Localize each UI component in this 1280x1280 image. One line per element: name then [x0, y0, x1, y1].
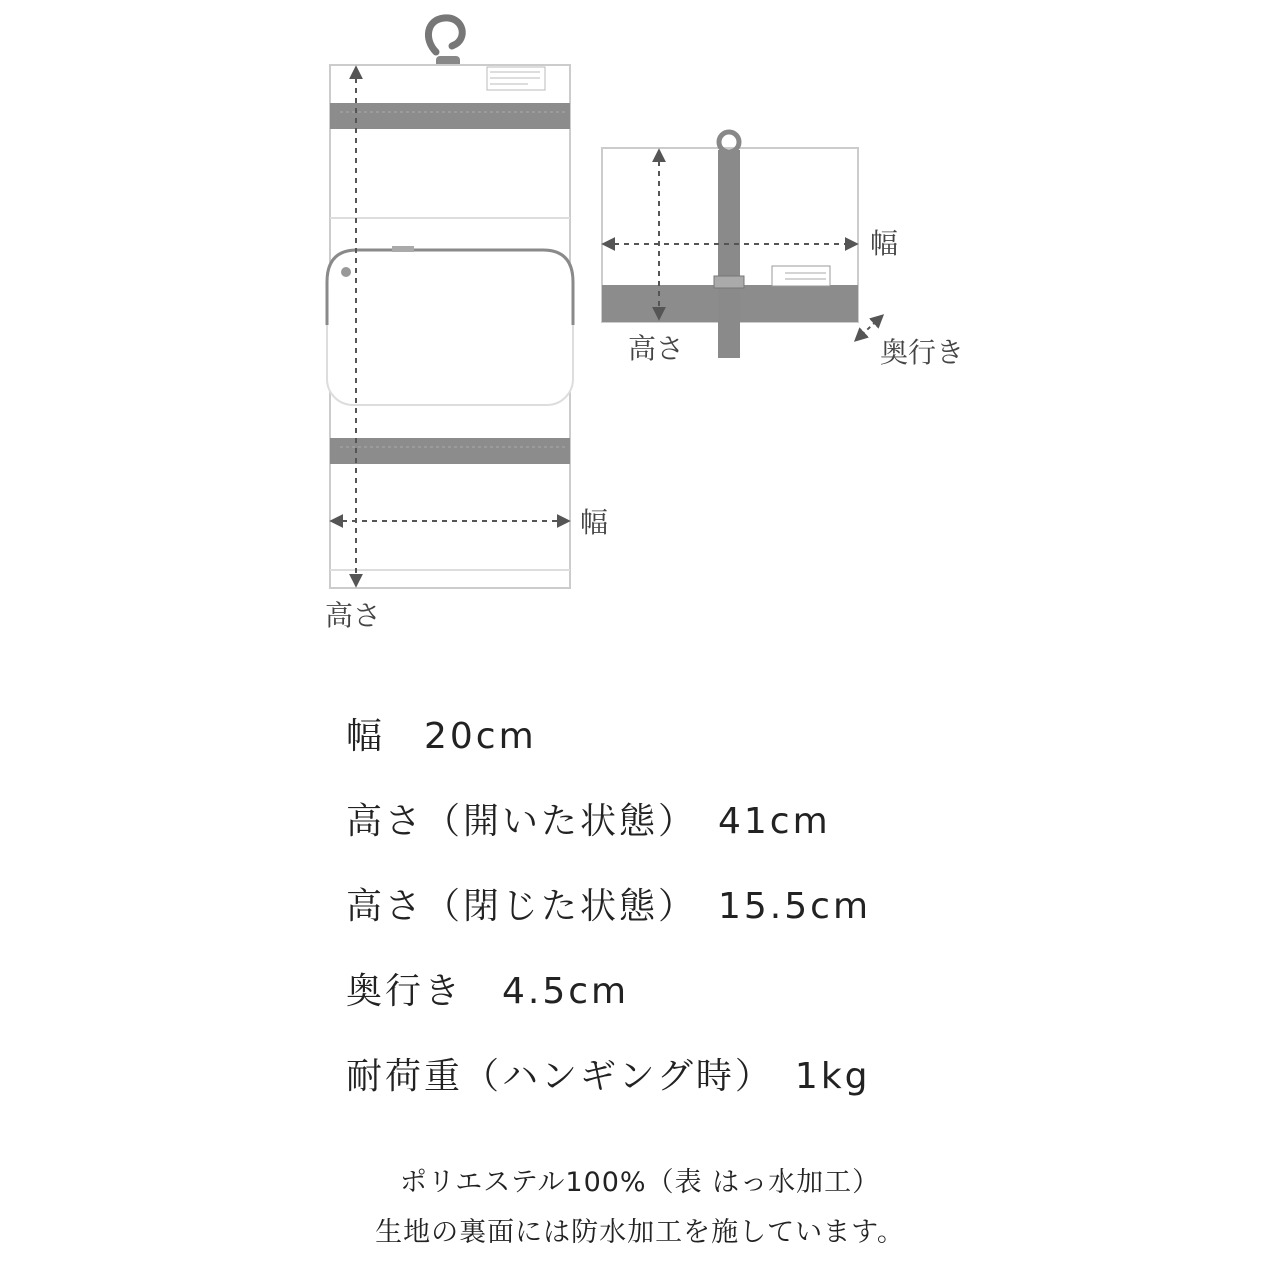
- zipper-band-bottom: [330, 438, 570, 464]
- closed-depth-arrow: [856, 316, 882, 340]
- spec-height-open: 高さ（開いた状態） 41cm: [346, 801, 831, 842]
- closed-width-label: 幅: [870, 227, 899, 260]
- closed-brand-tag: [772, 266, 830, 286]
- closed-depth-label: 奥行き: [880, 336, 965, 369]
- zipper-band-top: [330, 103, 570, 129]
- spec-height-closed: 高さ（閉じた状態） 15.5cm: [346, 886, 872, 927]
- closed-height-label: 高さ: [628, 332, 685, 365]
- waterproof-note: 生地の裏面には防水加工を施しています。: [375, 1217, 905, 1248]
- material-note: ポリエステル100%（表 はっ水加工）: [399, 1167, 881, 1198]
- detachable-pouch: [327, 246, 573, 405]
- closed-view: [602, 132, 964, 369]
- open-view: [325, 18, 608, 632]
- open-width-label: 幅: [580, 506, 609, 539]
- open-height-label: 高さ: [325, 599, 382, 632]
- spec-width: 幅 20cm: [346, 716, 537, 757]
- spec-depth: 奥行き 4.5cm: [346, 971, 630, 1012]
- spec-load-capacity: 耐荷重（ハンギング時） 1kg: [346, 1056, 871, 1097]
